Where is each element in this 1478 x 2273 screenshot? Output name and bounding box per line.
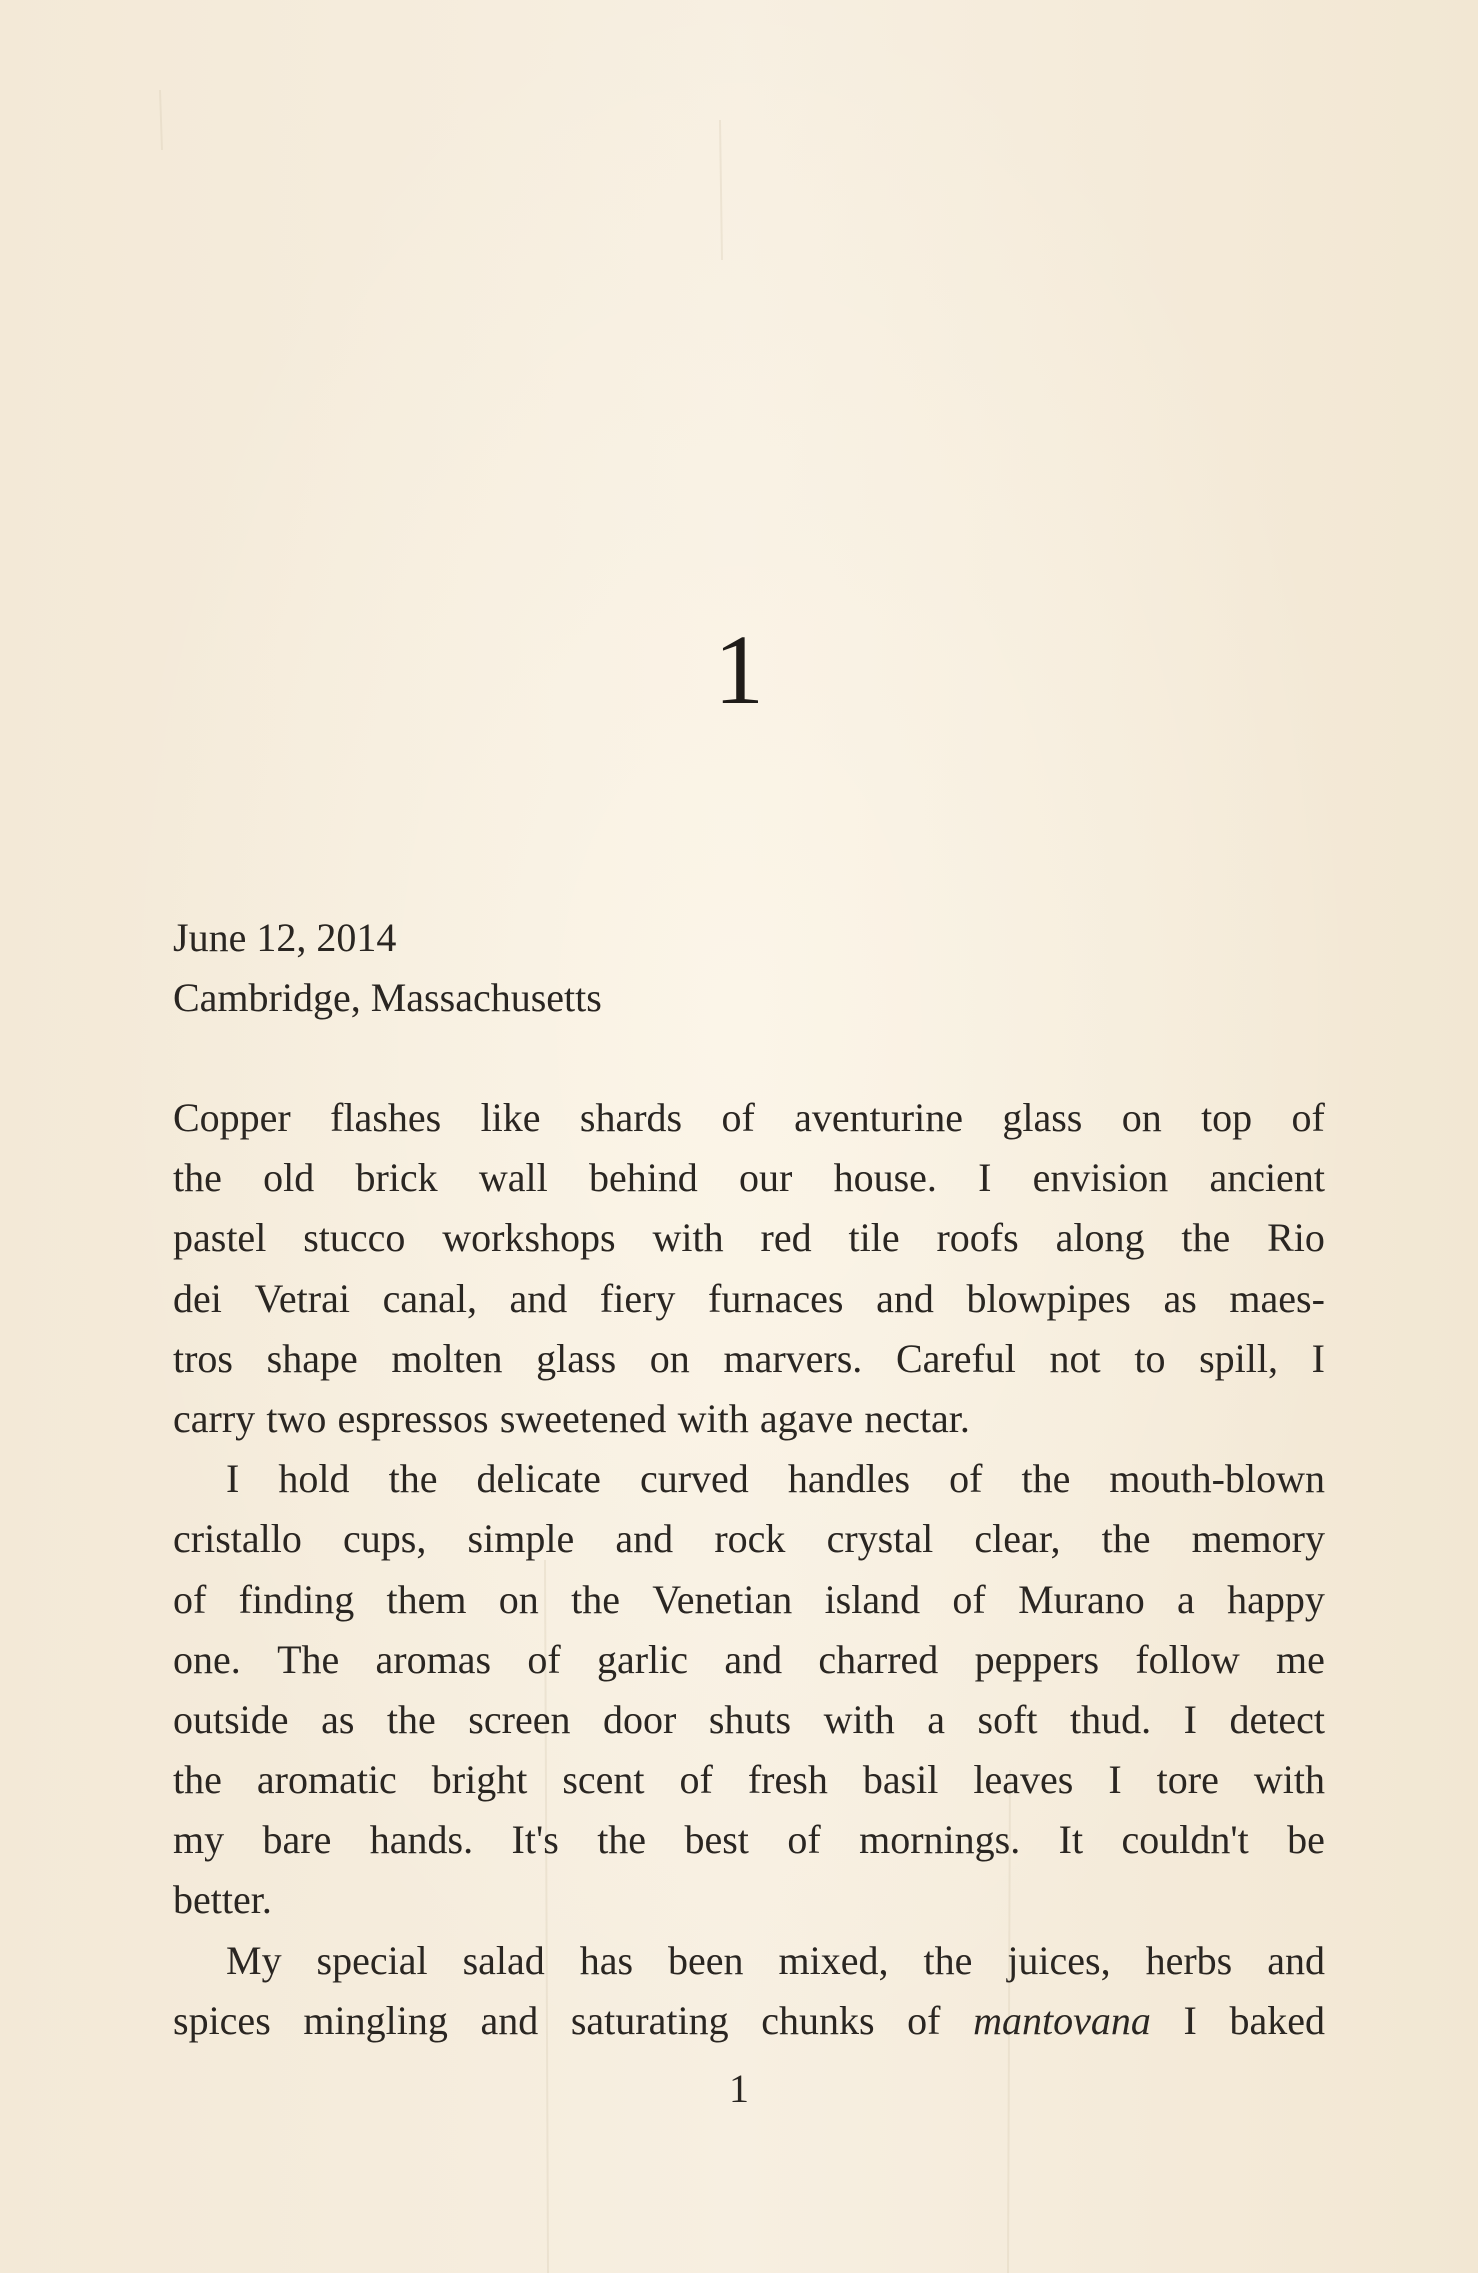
text-line: cristallo cups, simple and rock crystal clear, the memory [173,1516,1325,1562]
text-line: better. [173,1877,272,1923]
body-text [173,1088,1325,2051]
text-line: of finding them on the Venetian island of Murano a happy [173,1576,1325,1622]
text-line: tros shape molten glass on marvers. Careful not to spill, I [173,1335,1325,1381]
text-line: spices mingling and saturating chunks of mantovana I baked [173,1997,1325,2043]
text-line: pastel stucco workshops with red tile roofs along the Rio [173,1215,1325,1261]
text-line: one. The aromas of garlic and charred peppers follow me [173,1636,1325,1682]
text-line: Copper flashes like shards of aventurine glass on top of [173,1095,1325,1140]
text-line: carry two espressos sweetened with agave nectar. [173,1395,970,1441]
text-line: I hold the delicate curved handles of the mouth-blown [226,1456,1325,1502]
text-line: dei Vetrai canal, and fiery furnaces and blowpipes as maes- [173,1275,1325,1321]
text-line: my bare hands. It's the best of mornings. It couldn't be [173,1817,1325,1863]
dateline-place: Cambridge, Massachusetts [173,975,602,1020]
text-line: My special salad has been mixed, the juices, herbs and [226,1937,1325,1983]
chapter-number: 1 [714,614,764,725]
dateline-date: June 12, 2014 [173,915,397,960]
page-number: 1 [729,2066,749,2111]
text-line: outside as the screen door shuts with a soft thud. I detect [173,1696,1325,1742]
text-line: the aromatic bright scent of fresh basil leaves I tore with [173,1757,1325,1803]
dateline [173,908,602,1028]
text-line: the old brick wall behind our house. I envision ancient [173,1155,1325,1201]
